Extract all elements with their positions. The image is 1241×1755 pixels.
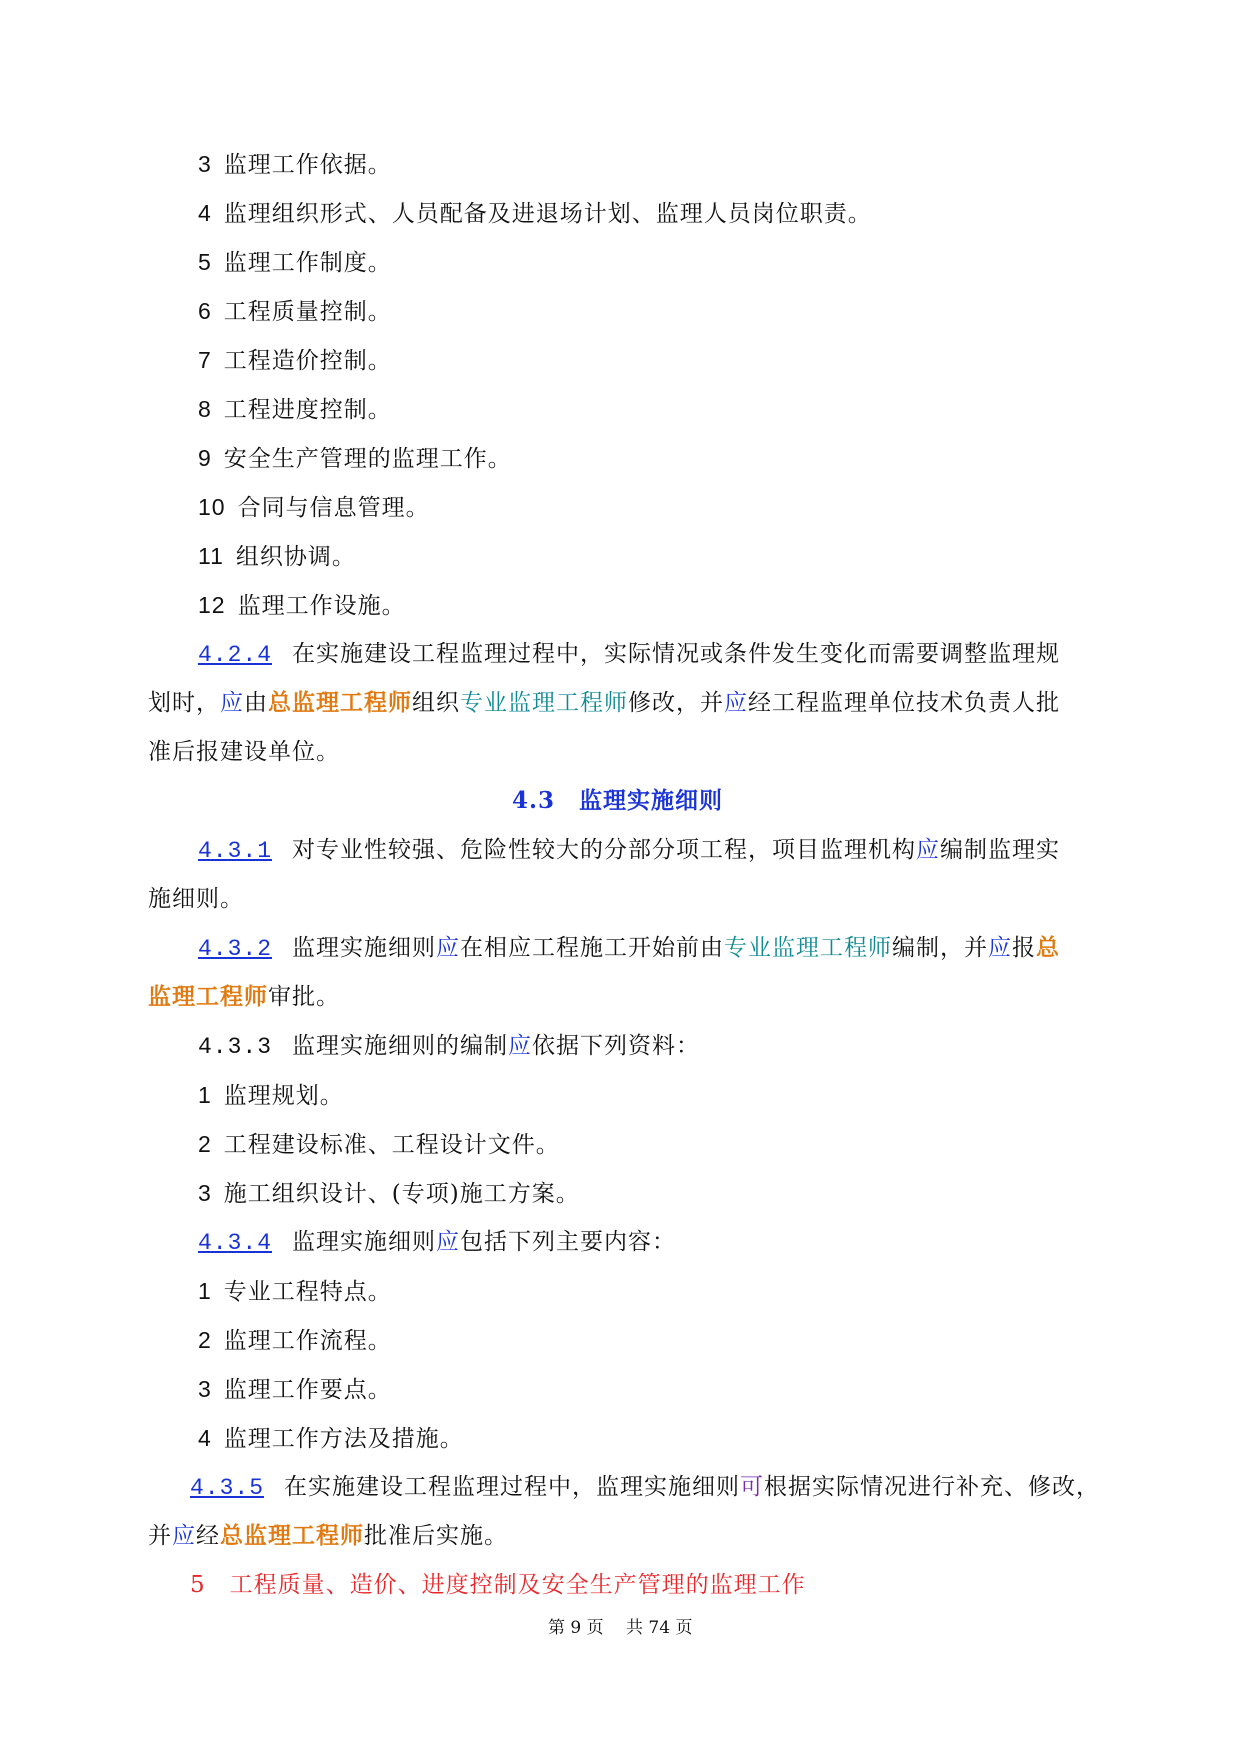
list-text: 工程质量控制。: [223, 299, 392, 325]
list-text: 专业工程特点。: [223, 1279, 392, 1305]
clause-text: 报: [1012, 935, 1037, 961]
list-number: 12: [198, 592, 226, 618]
clause-link-4-3-1[interactable]: 4.3.1: [198, 838, 273, 864]
list-item: [198, 1178, 580, 1209]
list-number: 4: [198, 200, 212, 226]
keyword-chief-engineer[interactable]: 监理工程师: [148, 983, 268, 1010]
list-item: [198, 296, 392, 327]
clause-text: 由: [244, 690, 268, 716]
clause-text: 经工程监理单位技术负责人批: [748, 690, 1060, 716]
clause-4-3-1-line-1: [198, 835, 1060, 866]
list-text: 监理工作方法及措施。: [223, 1426, 464, 1452]
clause-text: 依据下列资料：: [532, 1033, 701, 1059]
keyword-ying[interactable]: 应: [172, 1523, 196, 1549]
list-number: 4: [198, 1425, 212, 1451]
list-text: 监理工作要点。: [223, 1377, 392, 1403]
clause-text: 施细则。: [148, 886, 244, 912]
list-text: 工程进度控制。: [223, 397, 392, 423]
list-number: 11: [198, 543, 224, 569]
keyword-ying[interactable]: 应: [220, 690, 244, 716]
list-number: 2: [198, 1327, 212, 1353]
clause-text: 包括下列主要内容：: [460, 1229, 677, 1255]
list-item: [198, 541, 356, 572]
clause-4-3-3-line-1: [198, 1031, 700, 1062]
list-text: 监理工作依据。: [223, 152, 392, 178]
list-item: [198, 149, 392, 180]
list-number: 10: [198, 494, 226, 520]
list-item: [198, 590, 406, 621]
list-item: [198, 443, 512, 474]
clause-text: 批准后实施。: [364, 1523, 508, 1549]
keyword-chief-engineer[interactable]: 总监理工程师: [220, 1522, 364, 1549]
list-text: 工程造价控制。: [223, 348, 392, 374]
list-item: [198, 394, 392, 425]
list-item: [198, 1325, 392, 1356]
keyword-ying[interactable]: 应: [916, 837, 941, 863]
list-number: 1: [198, 1082, 212, 1108]
list-number: 3: [198, 151, 212, 177]
clause-4-3-2-line-2: [148, 982, 340, 1012]
list-text: 监理工作设施。: [237, 593, 406, 619]
list-item: [198, 1080, 344, 1111]
clause-text: 在实施建设工程监理过程中，监理实施细则: [284, 1474, 741, 1500]
keyword-ying[interactable]: 应: [988, 935, 1013, 961]
keyword-specialist-engineer[interactable]: 专业监理工程师: [724, 935, 893, 961]
clause-text: 编制，并: [892, 935, 989, 961]
clause-text: 在实施建设工程监理过程中，实际情况或条件发生变化而需要调整监理规: [292, 641, 1061, 667]
list-number: 6: [198, 298, 212, 324]
list-number: 7: [198, 347, 212, 373]
section-heading: 4.3 监理实施细则: [512, 787, 724, 814]
clause-4-2-4-line-1: [198, 639, 1060, 670]
clause-text: 经: [196, 1523, 220, 1549]
list-text: 监理规划。: [223, 1083, 344, 1109]
clause-text: 在相应工程施工开始前由: [460, 935, 725, 961]
clause-4-3-5-line-2: [148, 1521, 508, 1551]
keyword-chief-engineer[interactable]: 总监理工程师: [268, 689, 412, 716]
list-number: 1: [198, 1278, 212, 1304]
keyword-ying[interactable]: 应: [508, 1033, 533, 1059]
keyword-ying[interactable]: 应: [724, 690, 748, 716]
list-number: 3: [198, 1376, 212, 1402]
page-footer: 第 9 页 共 74 页: [548, 1618, 693, 1638]
list-item: [198, 198, 872, 229]
clause-text: 对专业性较强、危险性较大的分部分项工程，项目监理机构: [292, 837, 917, 863]
list-item: [198, 1374, 392, 1405]
clause-4-3-4-line-1: [198, 1227, 676, 1258]
clause-text: 监理实施细则: [292, 935, 437, 961]
list-text: 监理工作流程。: [223, 1328, 392, 1354]
clause-4-2-4-line-2: [148, 688, 1060, 718]
clause-4-3-5-line-1: [190, 1472, 1100, 1503]
list-text: 监理组织形式、人员配备及进退场计划、监理人员岗位职责。: [223, 201, 872, 227]
list-number: 3: [198, 1180, 212, 1206]
list-text: 工程建设标准、工程设计文件。: [223, 1132, 560, 1158]
clause-link-4-3-5[interactable]: 4.3.5: [190, 1475, 265, 1501]
clause-text: 审批。: [268, 984, 340, 1010]
list-item: [198, 1276, 392, 1307]
list-number: 2: [198, 1131, 212, 1157]
clause-text: 并: [148, 1523, 172, 1549]
list-text: 施工组织设计、(专项)施工方案。: [223, 1181, 580, 1207]
list-item: [198, 247, 392, 278]
list-text: 安全生产管理的监理工作。: [223, 446, 512, 472]
clause-text: 根据实际情况进行补充、修改，: [764, 1474, 1101, 1500]
clause-4-2-4-line-3: [148, 737, 340, 767]
list-number: 9: [198, 445, 212, 471]
list-item: [198, 492, 430, 523]
keyword-specialist-engineer[interactable]: 专业监理工程师: [460, 690, 628, 716]
clause-4-3-2-line-1: [198, 933, 1060, 964]
list-text: 监理工作制度。: [223, 250, 392, 276]
list-item: [198, 1129, 560, 1160]
clause-number-4-3-3: 4.3.3: [198, 1034, 273, 1060]
keyword-chief-engineer[interactable]: 总: [1036, 934, 1061, 961]
clause-link-4-2-4[interactable]: 4.2.4: [198, 642, 273, 668]
list-text: 合同与信息管理。: [237, 495, 430, 521]
list-item: [198, 345, 392, 376]
clause-text: 监理实施细则的编制: [292, 1033, 509, 1059]
keyword-ying[interactable]: 应: [436, 935, 461, 961]
list-item: [198, 1423, 464, 1454]
keyword-ying[interactable]: 应: [436, 1229, 461, 1255]
clause-text: 组织: [412, 690, 460, 716]
clause-text: 编制监理实: [940, 837, 1061, 863]
clause-text: 划时，: [148, 690, 220, 716]
clause-link-4-3-4[interactable]: 4.3.4: [198, 1230, 273, 1256]
clause-text: 准后报建设单位。: [148, 739, 340, 765]
list-text: 组织协调。: [235, 544, 356, 570]
clause-link-4-3-2[interactable]: 4.3.2: [198, 936, 273, 962]
clause-text: 监理实施细则: [292, 1229, 437, 1255]
list-number: 8: [198, 396, 212, 422]
keyword-ke[interactable]: 可: [740, 1474, 765, 1500]
clause-text: 修改，并: [628, 690, 724, 716]
list-number: 5: [198, 249, 212, 275]
clause-4-3-1-line-2: [148, 884, 244, 914]
chapter-heading: 5 工程质量、造价、进度控制及安全生产管理的监理工作: [190, 1572, 806, 1598]
